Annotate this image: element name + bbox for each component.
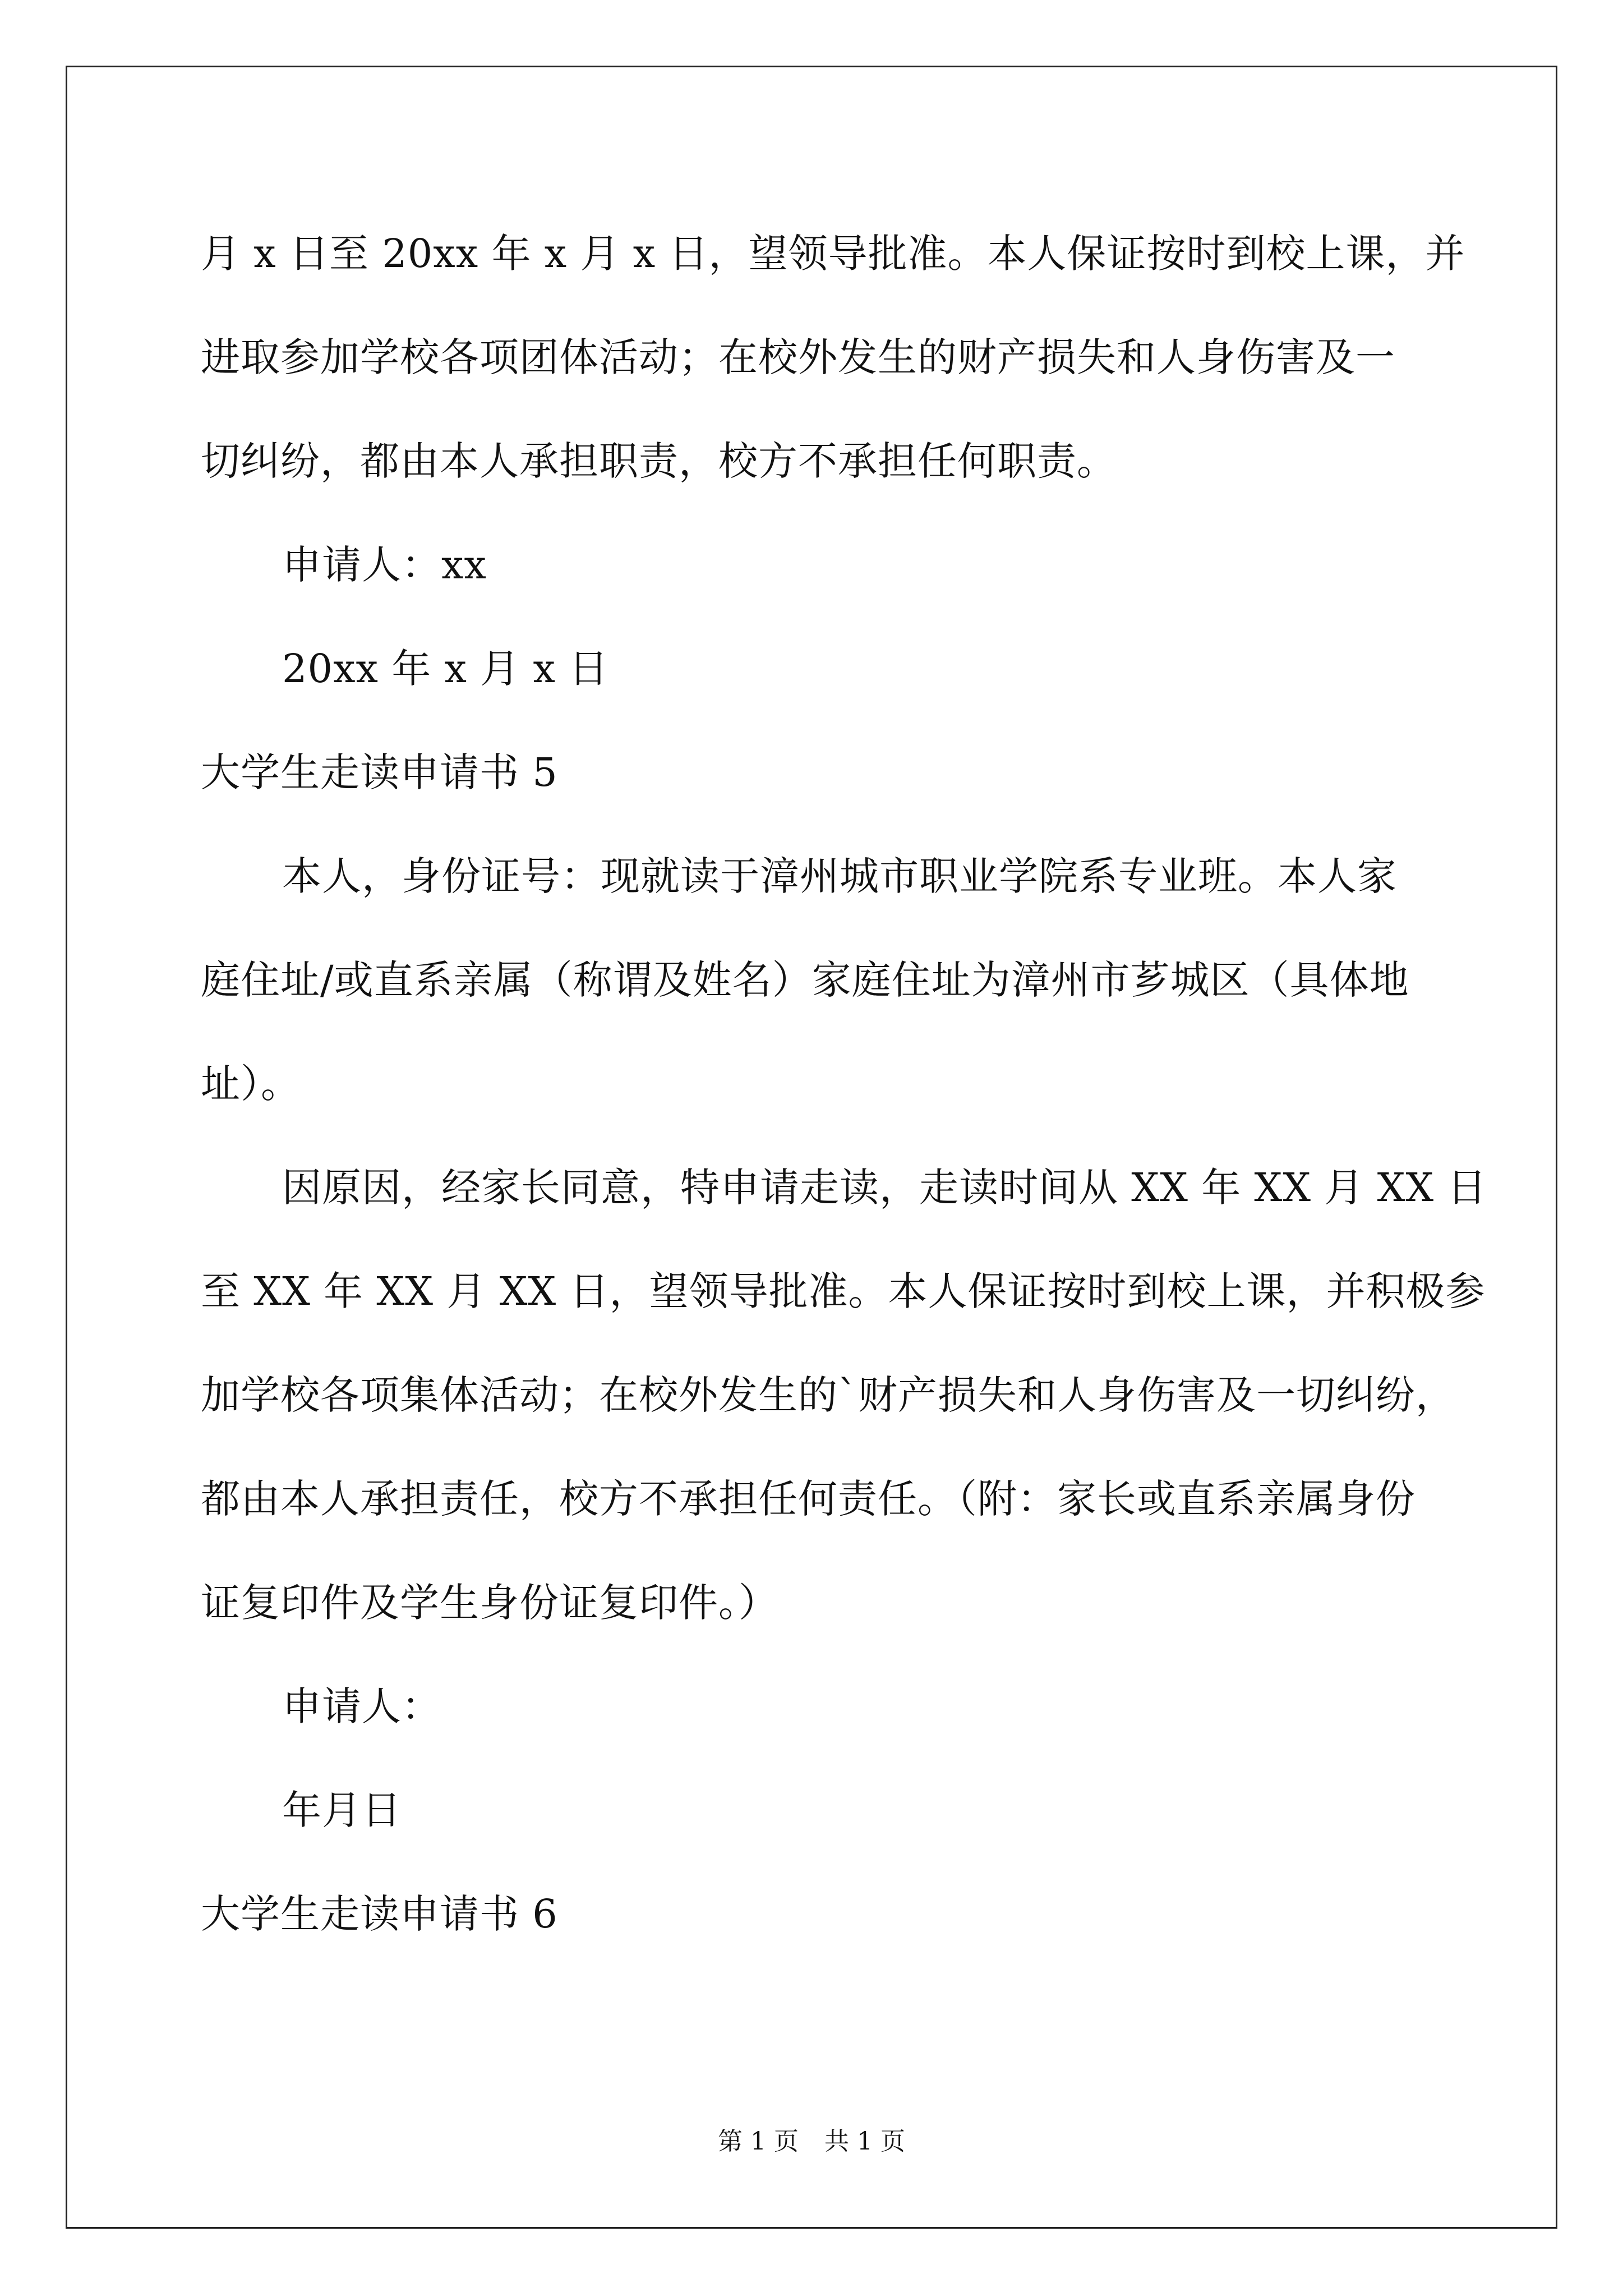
text-line: 切纠纷，都由本人承担职责，校方不承担任何职责。 — [201, 438, 1117, 484]
text-line: 加学校各项集体活动；在校外发生的`财产损失和人身伤害及一切纠纷， — [201, 1372, 1455, 1418]
text-line: 年月日 — [282, 1787, 402, 1833]
text-line: 申请人： — [282, 1683, 441, 1729]
text-line: 大学生走读申请书 5 — [201, 749, 558, 795]
text-line: 本人，身份证号：现就读于漳州城市职业学院系专业班。本人家 — [282, 853, 1397, 899]
text-line: 申请人：xx — [282, 542, 487, 588]
page-number-total: 共 1 页 — [824, 2127, 905, 2156]
text-line: 庭住址/或直系亲属（称谓及姓名）家庭住址为漳州市芗城区（具体地 — [201, 957, 1409, 1003]
text-line: 20xx 年 x 月 x 日 — [282, 646, 609, 692]
text-line: 都由本人承担责任，校方不承担任何责任。（附：家长或直系亲属身份 — [201, 1476, 1415, 1522]
text-line: 证复印件及学生身份证复印件。） — [201, 1580, 778, 1626]
text-line: 月 x 日至 20xx 年 x 月 x 日，望领导批准。本人保证按时到校上课，并 — [201, 231, 1465, 277]
text-line: 至 XX 年 XX 月 XX 日，望领导批准。本人保证按时到校上课，并积极参 — [201, 1268, 1486, 1314]
text-line: 大学生走读申请书 6 — [201, 1891, 558, 1937]
text-line: 因原因，经家长同意，特申请走读，走读时间从 XX 年 XX 月 XX 日 — [282, 1165, 1487, 1211]
text-line: 进取参加学校各项团体活动；在校外发生的财产损失和人身伤害及一 — [201, 334, 1395, 380]
text-line: 址）。 — [201, 1061, 301, 1107]
page-footer — [0, 2125, 1623, 2159]
page-number-current: 第 1 页 — [718, 2127, 799, 2156]
document-body — [201, 202, 1487, 1966]
